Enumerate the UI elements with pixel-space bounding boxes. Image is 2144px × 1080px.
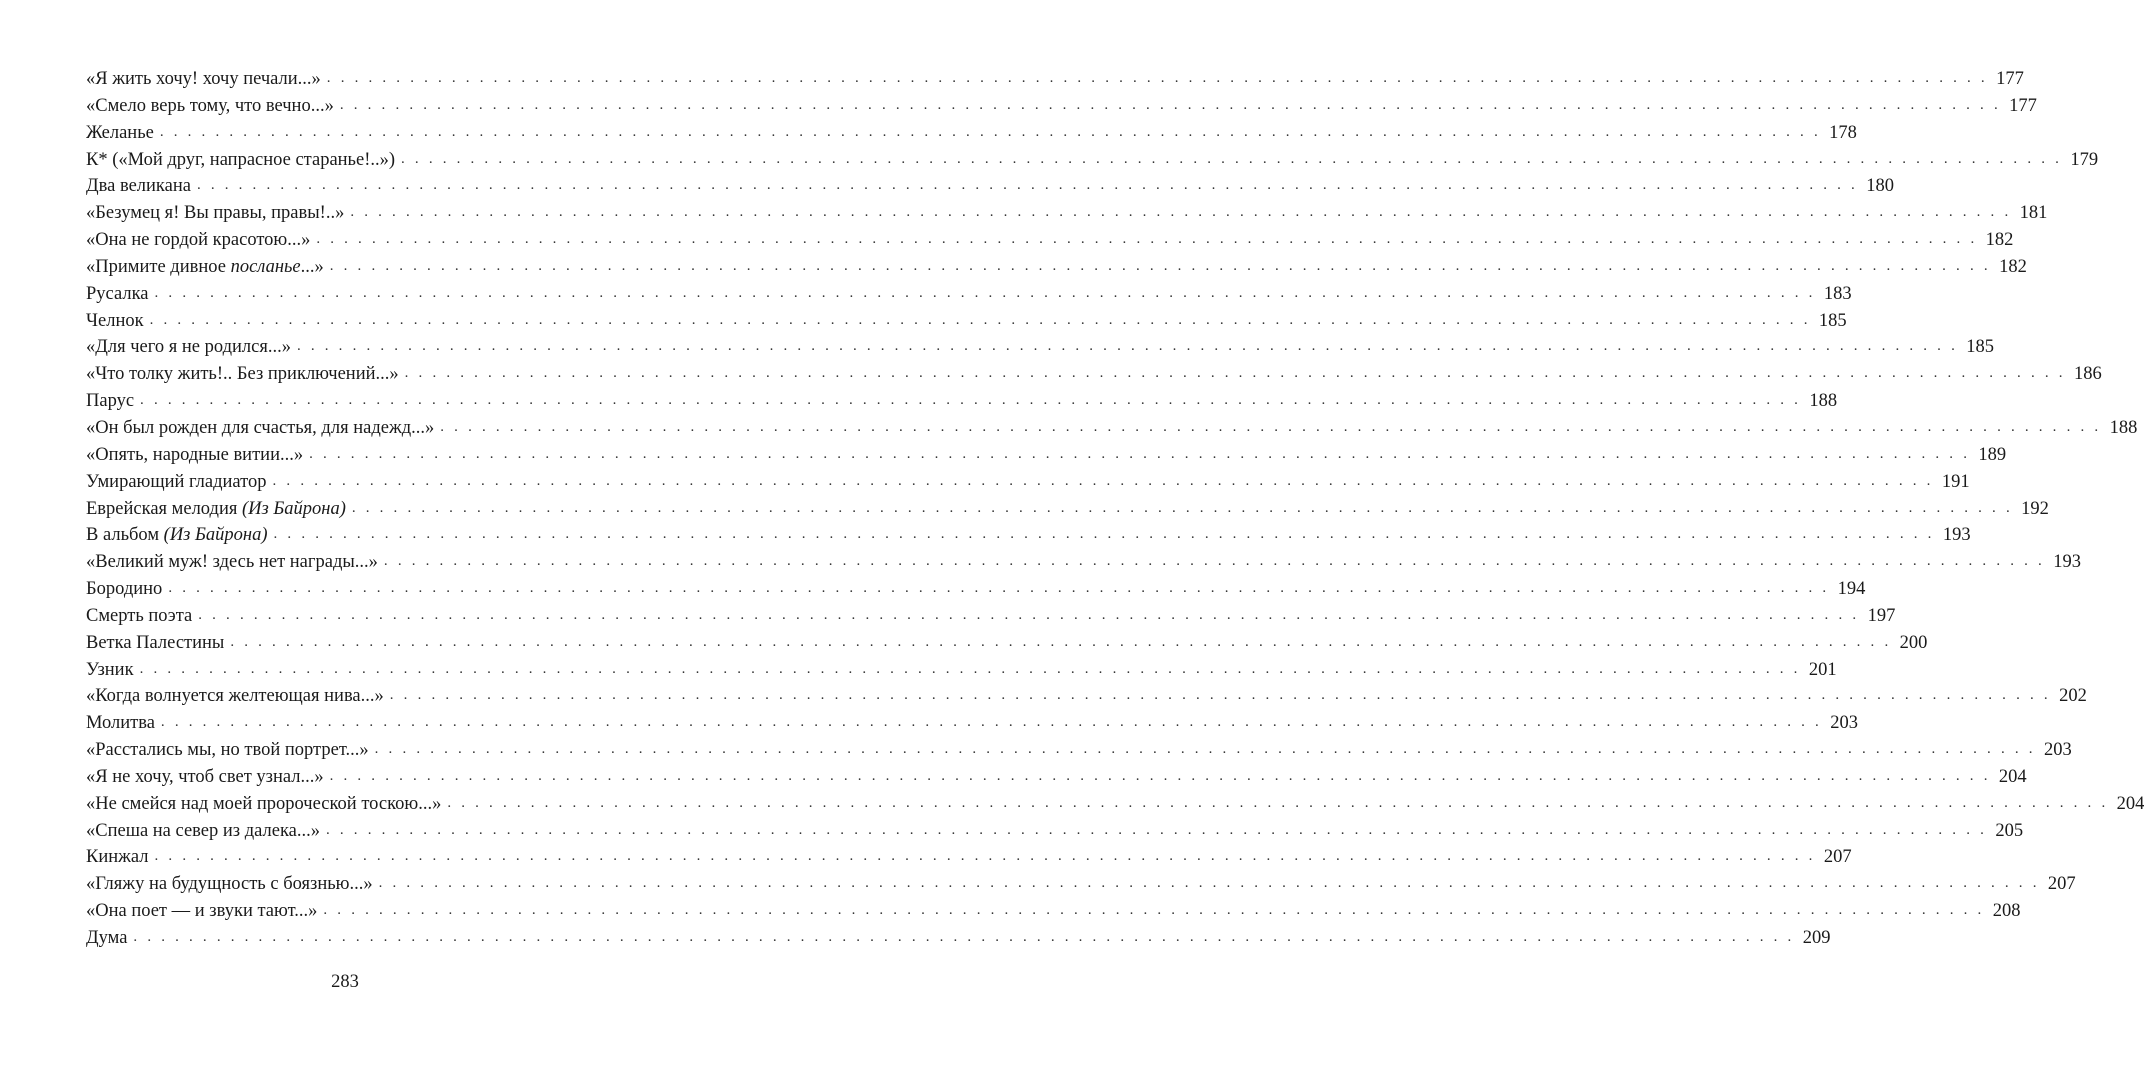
toc-title-part: Два великана [86, 176, 191, 197]
toc-dot-leader: . . . . . . . . . . . . . . . . . . . . . . . . . . . . . . . . . . . . . . . . . . . . . . . . . . . . . . . . . . . . . . . . . . . . . . . . . . . . . . . . . . . . . . . . . . . . . . . . . . . . . . . . . . . . . . . . . . . . . . . . [133, 929, 1795, 945]
toc-entry-title [86, 818, 326, 845]
toc-entry [86, 818, 2024, 845]
toc-title-part: «Спеша на север из далека...» [86, 820, 320, 841]
toc-title-part: «Что толку жить!.. Без приключений...» [86, 364, 399, 385]
toc-dot-leader: . . . . . . . . . . . . . . . . . . . . . . . . . . . . . . . . . . . . . . . . . . . . . . . . . . . . . . . . . . . . . . . . . . . . . . . . . . . . . . . . . . . . . . . . . . . . . . . . . . . . . . . . . . . . . . . . . . . . . . . . [272, 472, 1934, 489]
toc-entry-page: 204 [2116, 793, 2144, 814]
toc-title-part: «Я не хочу, чтоб свет узнал...» [86, 766, 324, 787]
toc-entry-title [86, 66, 327, 93]
toc-dot-leader: . . . . . . . . . . . . . . . . . . . . . . . . . . . . . . . . . . . . . . . . . . . . . . . . . . . . . . . . . . . . . . . . . . . . . . . . . . . . . . . . . . . . . . . . . . . . . . . . . . . . . . . . . . . . . . . . . . . . . . . . [401, 150, 2063, 167]
toc-entry-title [86, 871, 379, 898]
toc-entry-title [86, 254, 330, 281]
toc-entry [86, 764, 2027, 791]
toc-entry [86, 630, 1928, 657]
toc-dot-leader: . . . . . . . . . . . . . . . . . . . . . . . . . . . . . . . . . . . . . . . . . . . . . . . . . . . . . . . . . . . . . . . . . . . . . . . . . . . . . . . . . . . . . . . . . . . . . . . . . . . . . . . . . . . . . . . . . . . . . . . . [323, 902, 1985, 919]
toc-title-part: «Когда волнуется желтеющая нива...» [86, 686, 384, 707]
toc-entry-title [86, 844, 155, 871]
toc-title-part: «Гляжу на будущность с боязнью...» [86, 874, 373, 895]
toc-entry [86, 120, 1857, 147]
toc-entry-title [86, 657, 140, 684]
toc-entry-title [86, 388, 140, 415]
toc-entry [86, 496, 2049, 523]
toc-entry [86, 549, 2081, 576]
toc-entry-page: 205 [1995, 820, 2024, 841]
toc-entry-title [86, 925, 133, 952]
toc-title-part: Молитва [86, 713, 155, 734]
toc-entry-page: 204 [1998, 766, 2027, 787]
toc-dot-leader: . . . . . . . . . . . . . . . . . . . . . . . . . . . . . . . . . . . . . . . . . . . . . . . . . . . . . . . . . . . . . . . . . . . . . . . . . . . . . . . . . . . . . . . . . . . . . . . . . . . . . . . . . . . . . . . . . . . . . . . . [198, 606, 1860, 623]
toc-entry-page: 180 [1866, 176, 1895, 197]
toc-entry-page: 207 [1823, 847, 1852, 868]
toc-entry-title [86, 764, 330, 791]
toc-title-part: ...» [300, 256, 324, 277]
toc-entry-page: 209 [1802, 928, 1831, 948]
toc-entry-title [86, 281, 155, 308]
toc-entry-title [86, 147, 401, 174]
toc-entry-page: 194 [1837, 579, 1866, 600]
toc-entry-page: 185 [1818, 310, 1847, 331]
toc-entry [86, 66, 2024, 93]
toc-entry-title [86, 683, 390, 710]
toc-dot-leader: . . . . . . . . . . . . . . . . . . . . . . . . . . . . . . . . . . . . . . . . . . . . . . . . . . . . . . . . . . . . . . . . . . . . . . . . . . . . . . . . . . . . . . . . . . . . . . . . . . . . . . . . . . . . . . . . . . . . . . . . [326, 821, 1988, 838]
toc-entry-page: 193 [2053, 552, 2081, 573]
toc-entry-title [86, 603, 198, 630]
toc-dot-leader: . . . . . . . . . . . . . . . . . . . . . . . . . . . . . . . . . . . . . . . . . . . . . . . . . . . . . . . . . . . . . . . . . . . . . . . . . . . . . . . . . . . . . . . . . . . . . . . . . . . . . . . . . . . . . . . . . . . . . . . . [326, 70, 1988, 86]
toc-entry-page: 186 [2073, 364, 2102, 385]
toc-entry [86, 442, 2007, 469]
toc-dot-leader: . . . . . . . . . . . . . . . . . . . . . . . . . . . . . . . . . . . . . . . . . . . . . . . . . . . . . . . . . . . . . . . . . . . . . . . . . . . . . . . . . . . . . . . . . . . . . . . . . . . . . . . . . . . . . . . . . . . . . . . . [309, 445, 1971, 462]
toc-title-italic-part: посланье [230, 256, 301, 277]
toc-title-italic-part: (Из Байрона) [163, 525, 268, 546]
page-number: 283 [331, 972, 359, 992]
toc-entry-page: 181 [2019, 203, 2048, 224]
toc-title-part: Русалка [86, 283, 149, 304]
toc-entry-title [86, 710, 161, 737]
toc-title-part: «Безумец я! Вы правы, правы!..» [86, 203, 345, 224]
toc-entry-page: 182 [1985, 230, 2014, 251]
toc-entry [86, 844, 1852, 871]
toc-entry-page: 201 [1808, 659, 1837, 680]
toc-title-part: Дума [86, 928, 128, 948]
toc-title-part: В альбом [86, 525, 164, 546]
toc-dot-leader: . . . . . . . . . . . . . . . . . . . . . . . . . . . . . . . . . . . . . . . . . . . . . . . . . . . . . . . . . . . . . . . . . . . . . . . . . . . . . . . . . . . . . . . . . . . . . . . . . . . . . . . . . . . . . . . . . . . . . . . . [149, 311, 1811, 328]
toc-entry [86, 361, 2102, 388]
toc-dot-leader: . . . . . . . . . . . . . . . . . . . . . . . . . . . . . . . . . . . . . . . . . . . . . . . . . . . . . . . . . . . . . . . . . . . . . . . . . . . . . . . . . . . . . . . . . . . . . . . . . . . . . . . . . . . . . . . . . . . . . . . . [329, 767, 1991, 784]
toc-title-part: Еврейская мелодия [86, 498, 242, 519]
toc-dot-leader: . . . . . . . . . . . . . . . . . . . . . . . . . . . . . . . . . . . . . . . . . . . . . . . . . . . . . . . . . . . . . . . . . . . . . . . . . . . . . . . . . . . . . . . . . . . . . . . . . . . . . . . . . . . . . . . . . . . . . . . . [154, 284, 1816, 301]
toc-entry-title [86, 522, 274, 549]
toc-entry-title [86, 630, 230, 657]
toc-entry-title [86, 898, 323, 925]
toc-dot-leader: . . . . . . . . . . . . . . . . . . . . . . . . . . . . . . . . . . . . . . . . . . . . . . . . . . . . . . . . . . . . . . . . . . . . . . . . . . . . . . . . . . . . . . . . . . . . . . . . . . . . . . . . . . . . . . . . . . . . . . . . [154, 848, 1816, 865]
toc-entry-page: 192 [2021, 498, 2049, 519]
toc-title-part: Узник [86, 659, 134, 680]
toc-dot-leader: . . . . . . . . . . . . . . . . . . . . . . . . . . . . . . . . . . . . . . . . . . . . . . . . . . . . . . . . . . . . . . . . . . . . . . . . . . . . . . . . . . . . . . . . . . . . . . . . . . . . . . . . . . . . . . . . . . . . . . . . [160, 714, 1822, 731]
toc-entry-page: 183 [1823, 283, 1852, 304]
toc-title-part: «Опять, народные витии...» [86, 444, 304, 465]
toc-entry [86, 469, 1970, 496]
toc-entry-title [86, 576, 168, 603]
toc-entry [86, 173, 1895, 200]
toc-dot-leader: . . . . . . . . . . . . . . . . . . . . . . . . . . . . . . . . . . . . . . . . . . . . . . . . . . . . . . . . . . . . . . . . . . . . . . . . . . . . . . . . . . . . . . . . . . . . . . . . . . . . . . . . . . . . . . . . . . . . . . . . [383, 553, 2045, 570]
toc-dot-leader: . . . . . . . . . . . . . . . . . . . . . . . . . . . . . . . . . . . . . . . . . . . . . . . . . . . . . . . . . . . . . . . . . . . . . . . . . . . . . . . . . . . . . . . . . . . . . . . . . . . . . . . . . . . . . . . . . . . . . . . . [140, 392, 1802, 409]
toc-entry-page: 197 [1867, 605, 1896, 626]
toc-dot-leader: . . . . . . . . . . . . . . . . . . . . . . . . . . . . . . . . . . . . . . . . . . . . . . . . . . . . . . . . . . . . . . . . . . . . . . . . . . . . . . . . . . . . . . . . . . . . . . . . . . . . . . . . . . . . . . . . . . . . . . . . [273, 526, 1935, 543]
toc-entry-title [86, 93, 340, 120]
toc-entry [86, 415, 2138, 442]
toc-title-part: Умирающий гладиатор [86, 471, 267, 492]
toc-entry [86, 657, 1837, 684]
toc-entry-title [86, 791, 447, 818]
toc-entry-title [86, 442, 309, 469]
toc-dot-leader: . . . . . . . . . . . . . . . . . . . . . . . . . . . . . . . . . . . . . . . . . . . . . . . . . . . . . . . . . . . . . . . . . . . . . . . . . . . . . . . . . . . . . . . . . . . . . . . . . . . . . . . . . . . . . . . . . . . . . . . . [329, 257, 1991, 274]
toc-title-part: «Он был рожден для счастья, для надежд...» [86, 417, 435, 438]
toc-title-part: Кинжал [86, 847, 149, 868]
toc-dot-leader: . . . . . . . . . . . . . . . . . . . . . . . . . . . . . . . . . . . . . . . . . . . . . . . . . . . . . . . . . . . . . . . . . . . . . . . . . . . . . . . . . . . . . . . . . . . . . . . . . . . . . . . . . . . . . . . . . . . . . . . . [139, 660, 1801, 677]
toc-title-part: «Великий муж! здесь нет награды...» [86, 552, 378, 573]
toc-dot-leader: . . . . . . . . . . . . . . . . . . . . . . . . . . . . . . . . . . . . . . . . . . . . . . . . . . . . . . . . . . . . . . . . . . . . . . . . . . . . . . . . . . . . . . . . . . . . . . . . . . . . . . . . . . . . . . . . . . . . . . . . [447, 794, 2109, 811]
toc-title-part: К* («Мой друг, напрасное старанье!..») [86, 149, 396, 170]
toc-dot-leader: . . . . . . . . . . . . . . . . . . . . . . . . . . . . . . . . . . . . . . . . . . . . . . . . . . . . . . . . . . . . . . . . . . . . . . . . . . . . . . . . . . . . . . . . . . . . . . . . . . . . . . . . . . . . . . . . . . . . . . . . [339, 96, 2001, 113]
toc-entry-title [86, 469, 273, 496]
toc-entry [86, 200, 2048, 227]
toc-title-part: «Я жить хочу! хочу печали...» [86, 69, 321, 89]
toc-entry [86, 925, 1831, 952]
toc-dot-leader: . . . . . . . . . . . . . . . . . . . . . . . . . . . . . . . . . . . . . . . . . . . . . . . . . . . . . . . . . . . . . . . . . . . . . . . . . . . . . . . . . . . . . . . . . . . . . . . . . . . . . . . . . . . . . . . . . . . . . . . . [159, 123, 1821, 140]
toc-entry-title [86, 173, 197, 200]
toc-entry [86, 227, 2014, 254]
toc-entry-page: 177 [1996, 69, 2024, 89]
toc-entry-page: 178 [1829, 122, 1857, 143]
toc-entry-page: 188 [2109, 417, 2138, 438]
toc-entry-title [86, 200, 350, 227]
toc-dot-leader: . . . . . . . . . . . . . . . . . . . . . . . . . . . . . . . . . . . . . . . . . . . . . . . . . . . . . . . . . . . . . . . . . . . . . . . . . . . . . . . . . . . . . . . . . . . . . . . . . . . . . . . . . . . . . . . . . . . . . . . . [404, 365, 2066, 382]
toc-title-part: «Расстались мы, но твой портрет...» [86, 740, 369, 761]
toc-title-part: «Она поет — и звуки тают...» [86, 901, 318, 922]
toc-dot-leader: . . . . . . . . . . . . . . . . . . . . . . . . . . . . . . . . . . . . . . . . . . . . . . . . . . . . . . . . . . . . . . . . . . . . . . . . . . . . . . . . . . . . . . . . . . . . . . . . . . . . . . . . . . . . . . . . . . . . . . . . [230, 633, 1892, 650]
toc-entry-title [86, 496, 352, 523]
table-of-contents [86, 66, 2144, 952]
toc-entry-page: 208 [1992, 901, 2021, 922]
toc-entry-title [86, 227, 316, 254]
toc-entry-title [86, 308, 150, 335]
toc-entry [86, 898, 2021, 925]
toc-entry [86, 871, 2076, 898]
toc-entry-page: 182 [1999, 256, 2027, 277]
toc-title-part: Челнок [86, 310, 144, 331]
toc-entry [86, 791, 2144, 818]
toc-entry-page: 191 [1941, 471, 1970, 492]
toc-entry-page: 193 [1942, 525, 1971, 546]
toc-entry-title [86, 415, 440, 442]
toc-entry [86, 576, 1866, 603]
toc-entry-page: 200 [1899, 632, 1928, 653]
toc-entry-page: 207 [2047, 874, 2076, 895]
toc-dot-leader: . . . . . . . . . . . . . . . . . . . . . . . . . . . . . . . . . . . . . . . . . . . . . . . . . . . . . . . . . . . . . . . . . . . . . . . . . . . . . . . . . . . . . . . . . . . . . . . . . . . . . . . . . . . . . . . . . . . . . . . . [168, 580, 1830, 597]
toc-entry [86, 147, 2099, 174]
toc-dot-leader: . . . . . . . . . . . . . . . . . . . . . . . . . . . . . . . . . . . . . . . . . . . . . . . . . . . . . . . . . . . . . . . . . . . . . . . . . . . . . . . . . . . . . . . . . . . . . . . . . . . . . . . . . . . . . . . . . . . . . . . . [389, 687, 2051, 704]
toc-title-part: Смерть поэта [86, 605, 193, 626]
toc-entry-title [86, 334, 297, 361]
toc-entry [86, 710, 1858, 737]
toc-title-italic-part: (Из Байрона) [241, 498, 346, 519]
toc-title-part: «Примите дивное [86, 256, 231, 277]
toc-entry [86, 737, 2072, 764]
toc-entry [86, 603, 1896, 630]
toc-entry-page: 179 [2070, 149, 2099, 170]
toc-entry-page: 202 [2059, 686, 2087, 707]
toc-title-part: Ветка Палестины [86, 632, 225, 653]
toc-entry-page: 203 [1830, 713, 1858, 734]
toc-dot-leader: . . . . . . . . . . . . . . . . . . . . . . . . . . . . . . . . . . . . . . . . . . . . . . . . . . . . . . . . . . . . . . . . . . . . . . . . . . . . . . . . . . . . . . . . . . . . . . . . . . . . . . . . . . . . . . . . . . . . . . . . [378, 875, 2040, 892]
toc-entry [86, 93, 2037, 120]
toc-title-part: «Не смейся над моей пророческой тоскою...» [86, 793, 442, 814]
toc-title-part: «Смело верь тому, что вечно...» [86, 95, 334, 116]
toc-dot-leader: . . . . . . . . . . . . . . . . . . . . . . . . . . . . . . . . . . . . . . . . . . . . . . . . . . . . . . . . . . . . . . . . . . . . . . . . . . . . . . . . . . . . . . . . . . . . . . . . . . . . . . . . . . . . . . . . . . . . . . . . [440, 418, 2102, 435]
toc-entry [86, 254, 2027, 281]
toc-title-part: Парус [86, 391, 135, 412]
toc-dot-leader: . . . . . . . . . . . . . . . . . . . . . . . . . . . . . . . . . . . . . . . . . . . . . . . . . . . . . . . . . . . . . . . . . . . . . . . . . . . . . . . . . . . . . . . . . . . . . . . . . . . . . . . . . . . . . . . . . . . . . . . . [374, 741, 2036, 758]
toc-entry-page: 203 [2043, 740, 2072, 761]
toc-entry-title [86, 549, 384, 576]
toc-entry [86, 683, 2087, 710]
toc-title-part: «Для чего я не родился...» [86, 337, 291, 358]
toc-entry-title [86, 737, 375, 764]
toc-entry-page: 177 [2009, 95, 2037, 116]
toc-entry-page: 185 [1966, 337, 1995, 358]
toc-entry-page: 189 [1978, 444, 2007, 465]
toc-dot-leader: . . . . . . . . . . . . . . . . . . . . . . . . . . . . . . . . . . . . . . . . . . . . . . . . . . . . . . . . . . . . . . . . . . . . . . . . . . . . . . . . . . . . . . . . . . . . . . . . . . . . . . . . . . . . . . . . . . . . . . . . [296, 338, 1959, 355]
toc-dot-leader: . . . . . . . . . . . . . . . . . . . . . . . . . . . . . . . . . . . . . . . . . . . . . . . . . . . . . . . . . . . . . . . . . . . . . . . . . . . . . . . . . . . . . . . . . . . . . . . . . . . . . . . . . . . . . . . . . . . . . . . . [350, 204, 2012, 221]
toc-title-part: «Она не гордой красотою...» [86, 230, 311, 251]
toc-entry [86, 281, 1852, 308]
toc-entry [86, 522, 1971, 549]
toc-entry-title [86, 120, 160, 147]
toc-title-part: Бородино [86, 579, 163, 600]
toc-entry [86, 308, 1847, 335]
toc-title-part: Желанье [86, 122, 154, 143]
toc-entry [86, 388, 1838, 415]
toc-dot-leader: . . . . . . . . . . . . . . . . . . . . . . . . . . . . . . . . . . . . . . . . . . . . . . . . . . . . . . . . . . . . . . . . . . . . . . . . . . . . . . . . . . . . . . . . . . . . . . . . . . . . . . . . . . . . . . . . . . . . . . . . [316, 231, 1978, 248]
toc-entry-page: 188 [1809, 391, 1838, 412]
toc-entry-title [86, 361, 405, 388]
toc-dot-leader: . . . . . . . . . . . . . . . . . . . . . . . . . . . . . . . . . . . . . . . . . . . . . . . . . . . . . . . . . . . . . . . . . . . . . . . . . . . . . . . . . . . . . . . . . . . . . . . . . . . . . . . . . . . . . . . . . . . . . . . . [196, 177, 1859, 194]
toc-entry [86, 334, 1995, 361]
toc-dot-leader: . . . . . . . . . . . . . . . . . . . . . . . . . . . . . . . . . . . . . . . . . . . . . . . . . . . . . . . . . . . . . . . . . . . . . . . . . . . . . . . . . . . . . . . . . . . . . . . . . . . . . . . . . . . . . . . . . . . . . . . . [351, 499, 2013, 516]
